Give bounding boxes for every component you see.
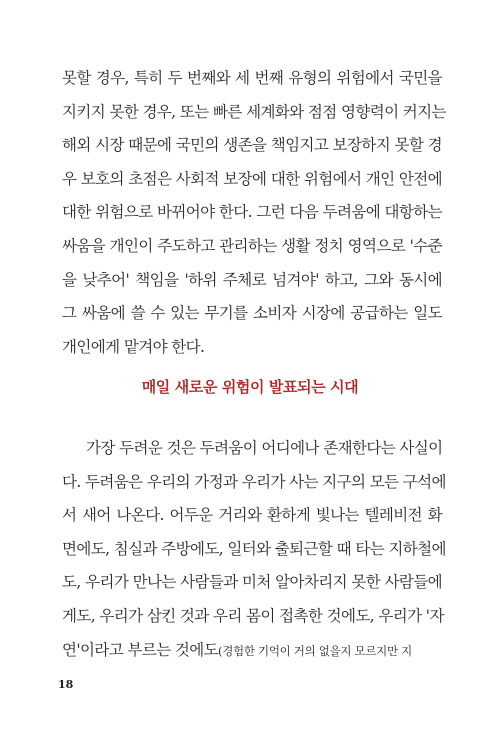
text-line: 우 보호의 초점은 사회적 보장에 대한 위험에서 개인 안전에 (62, 169, 442, 188)
text-line: 못할 경우, 특히 두 번째와 세 번째 유형의 위험에서 국민을 (62, 69, 442, 87)
text-line: 면에도, 침실과 주방에도, 일터와 출퇴근할 때 타는 지하철에 (62, 539, 446, 558)
text-line: 다. 두려움은 우리의 가정과 우리가 사는 지구의 모든 구석에 (62, 472, 446, 491)
text-line: 지키지 못한 경우, 또는 빠른 세계화와 점점 영향력이 커지는 (62, 102, 446, 121)
text-line: 싸움을 개인이 주도하고 관리하는 생활 정치 영역으로 '수준 (62, 236, 442, 255)
text-line-parenthetical: (경험한 기억이 거의 없을지 모르지만 지 (218, 643, 412, 658)
text-line: 가장 두려운 것은 두려움이 어디에나 존재한다는 사실이 (86, 439, 443, 457)
text-line: 을 낮추어' 책임을 '하위 주체로 넘겨야' 하고, 그와 동시에 (62, 270, 442, 289)
body-paragraph-2 (62, 432, 446, 668)
text-line-mixed (62, 634, 442, 669)
text-line: 서 새어 나온다. 어두운 거리와 환하게 빛나는 텔레비전 화 (62, 506, 442, 525)
text-line-main: 연'이라고 부르는 것에도 (62, 640, 219, 659)
body-paragraph-1 (62, 62, 446, 364)
section-heading: 매일 새로운 위험이 발표되는 시대 (141, 378, 359, 396)
text-line: 게도, 우리가 삼킨 것과 우리 몸이 접촉한 것에도, 우리가 '자 (62, 606, 444, 625)
text-line: 도, 우리가 만나는 사람들과 미처 알아차리지 못한 사람들에 (62, 573, 442, 592)
text-line: 개인에게 맡겨야 한다. (62, 337, 205, 356)
text-line: 그 싸움에 쓸 수 있는 무기를 소비자 시장에 공급하는 일도 (62, 304, 442, 323)
text-line: 대한 위험으로 바뀌어야 한다. 그런 다음 두려움에 대항하는 (62, 203, 442, 222)
text-line: 해외 시장 때문에 국민의 생존을 책임지고 보장하지 못할 경 (62, 136, 442, 155)
page-number: 18 (58, 678, 74, 691)
